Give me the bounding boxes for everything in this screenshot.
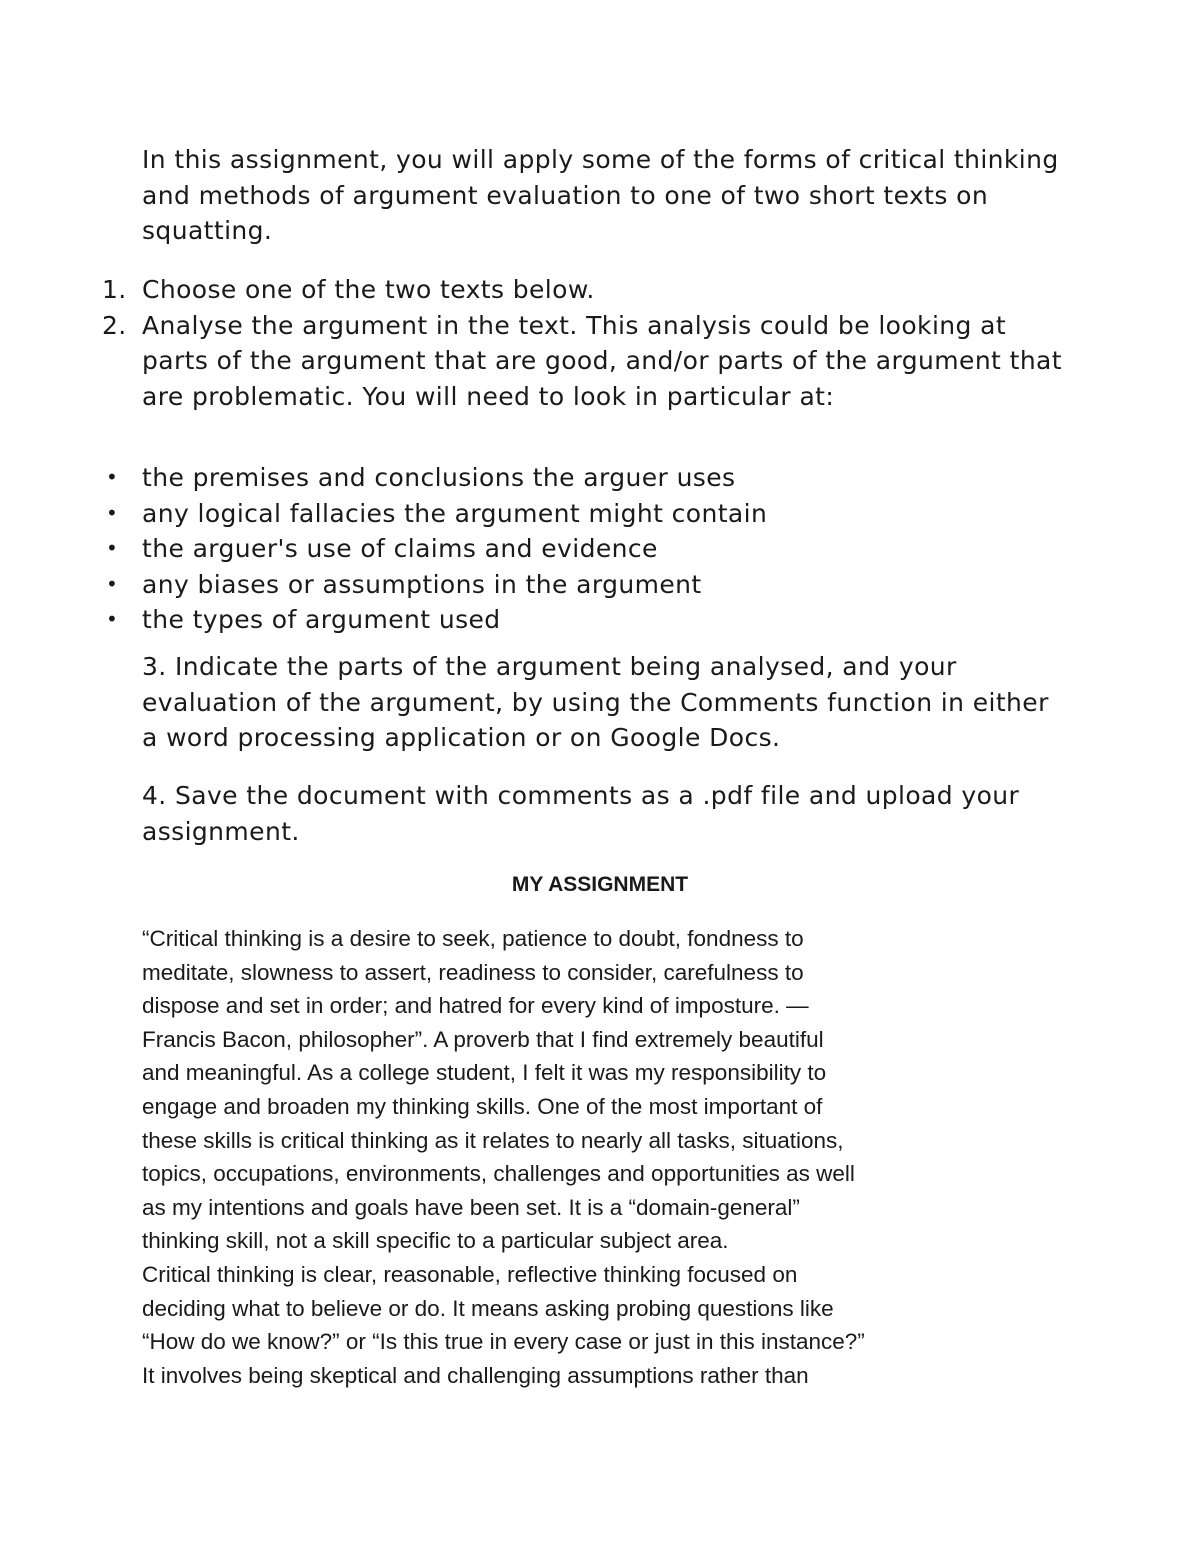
bullet-dot-icon: • — [106, 536, 119, 560]
analysis-bullet-list — [102, 460, 1072, 638]
bullet-item — [102, 460, 1072, 496]
body-line: engage and broaden my thinking skills. One of the most important of — [142, 1093, 823, 1119]
numbered-steps — [102, 272, 1072, 414]
body-line: thinking skill, not a skill specific to a particular subject area. — [142, 1228, 729, 1254]
step-text: Choose one of the two texts below. — [142, 275, 595, 304]
bullet-text: any logical fallacies the argument might contain — [142, 498, 768, 528]
bullet-dot-icon: • — [106, 500, 119, 525]
step-number: 1. — [102, 275, 127, 304]
body-line: meditate, slowness to assert, readiness to consider, carefulness to — [142, 959, 804, 985]
bullet-text: any biases or assumptions in the argument — [142, 569, 702, 599]
bullet-dot-icon: • — [106, 465, 119, 489]
assignment-heading: MY ASSIGNMENT — [511, 873, 689, 896]
body-line: “How do we know?” or “Is this true in every case or just in this instance?” — [142, 1329, 865, 1355]
bullet-item — [102, 496, 1072, 532]
body-line: Critical thinking is clear, reasonable, reflective thinking focused on — [142, 1261, 798, 1287]
assignment-body — [142, 922, 972, 1392]
body-line: topics, occupations, environments, challenges and opportunities as well — [142, 1161, 855, 1187]
body-line: as my intentions and goals have been set. It is a “domain-general” — [142, 1194, 800, 1220]
body-line: “Critical thinking is a desire to seek, patience to doubt, fondness to — [142, 926, 804, 951]
bullet-item — [102, 531, 1072, 567]
bullet-dot-icon: • — [106, 571, 119, 596]
bullet-dot-icon: • — [106, 607, 119, 631]
bullet-text: the premises and conclusions the arguer uses — [142, 463, 736, 492]
body-line: Francis Bacon, philosopher”. A proverb that I find extremely beautiful — [142, 1026, 824, 1052]
body-line: deciding what to believe or do. It means asking probing questions like — [142, 1295, 834, 1321]
step-4-paragraph: 4. Save the document with comments as a .pdf file and upload your assignment. — [142, 781, 1020, 846]
step-number: 2. — [102, 310, 127, 340]
step-text: Analyse the argument in the text. This analysis could be looking at parts of the argument that are good, and/or parts of the argument that are problematic. You will need to look in particular at: — [142, 310, 1062, 411]
step-item — [102, 272, 1072, 308]
body-line: these skills is critical thinking as it relates to nearly all tasks, situations, — [142, 1127, 844, 1153]
intro-paragraph: In this assignment, you will apply some of the forms of critical thinking and methods of argument evaluation to one of two short texts on squatting. — [142, 145, 1059, 245]
body-line: and meaningful. As a college student, I felt it was my responsibility to — [142, 1060, 827, 1086]
step-3-paragraph: 3. Indicate the parts of the argument being analysed, and your evaluation of the argument, by using the Comments function in either a word processing application or on Google Docs. — [142, 652, 1049, 752]
body-line: It involves being skeptical and challenging assumptions rather than — [142, 1362, 809, 1388]
bullet-item — [102, 567, 1072, 603]
bullet-item — [102, 602, 1072, 638]
bullet-text: the types of argument used — [142, 605, 501, 634]
bullet-text: the arguer's use of claims and evidence — [142, 534, 658, 563]
step-item — [102, 308, 1072, 415]
body-line: dispose and set in order; and hatred for every kind of imposture. — — [142, 993, 809, 1019]
